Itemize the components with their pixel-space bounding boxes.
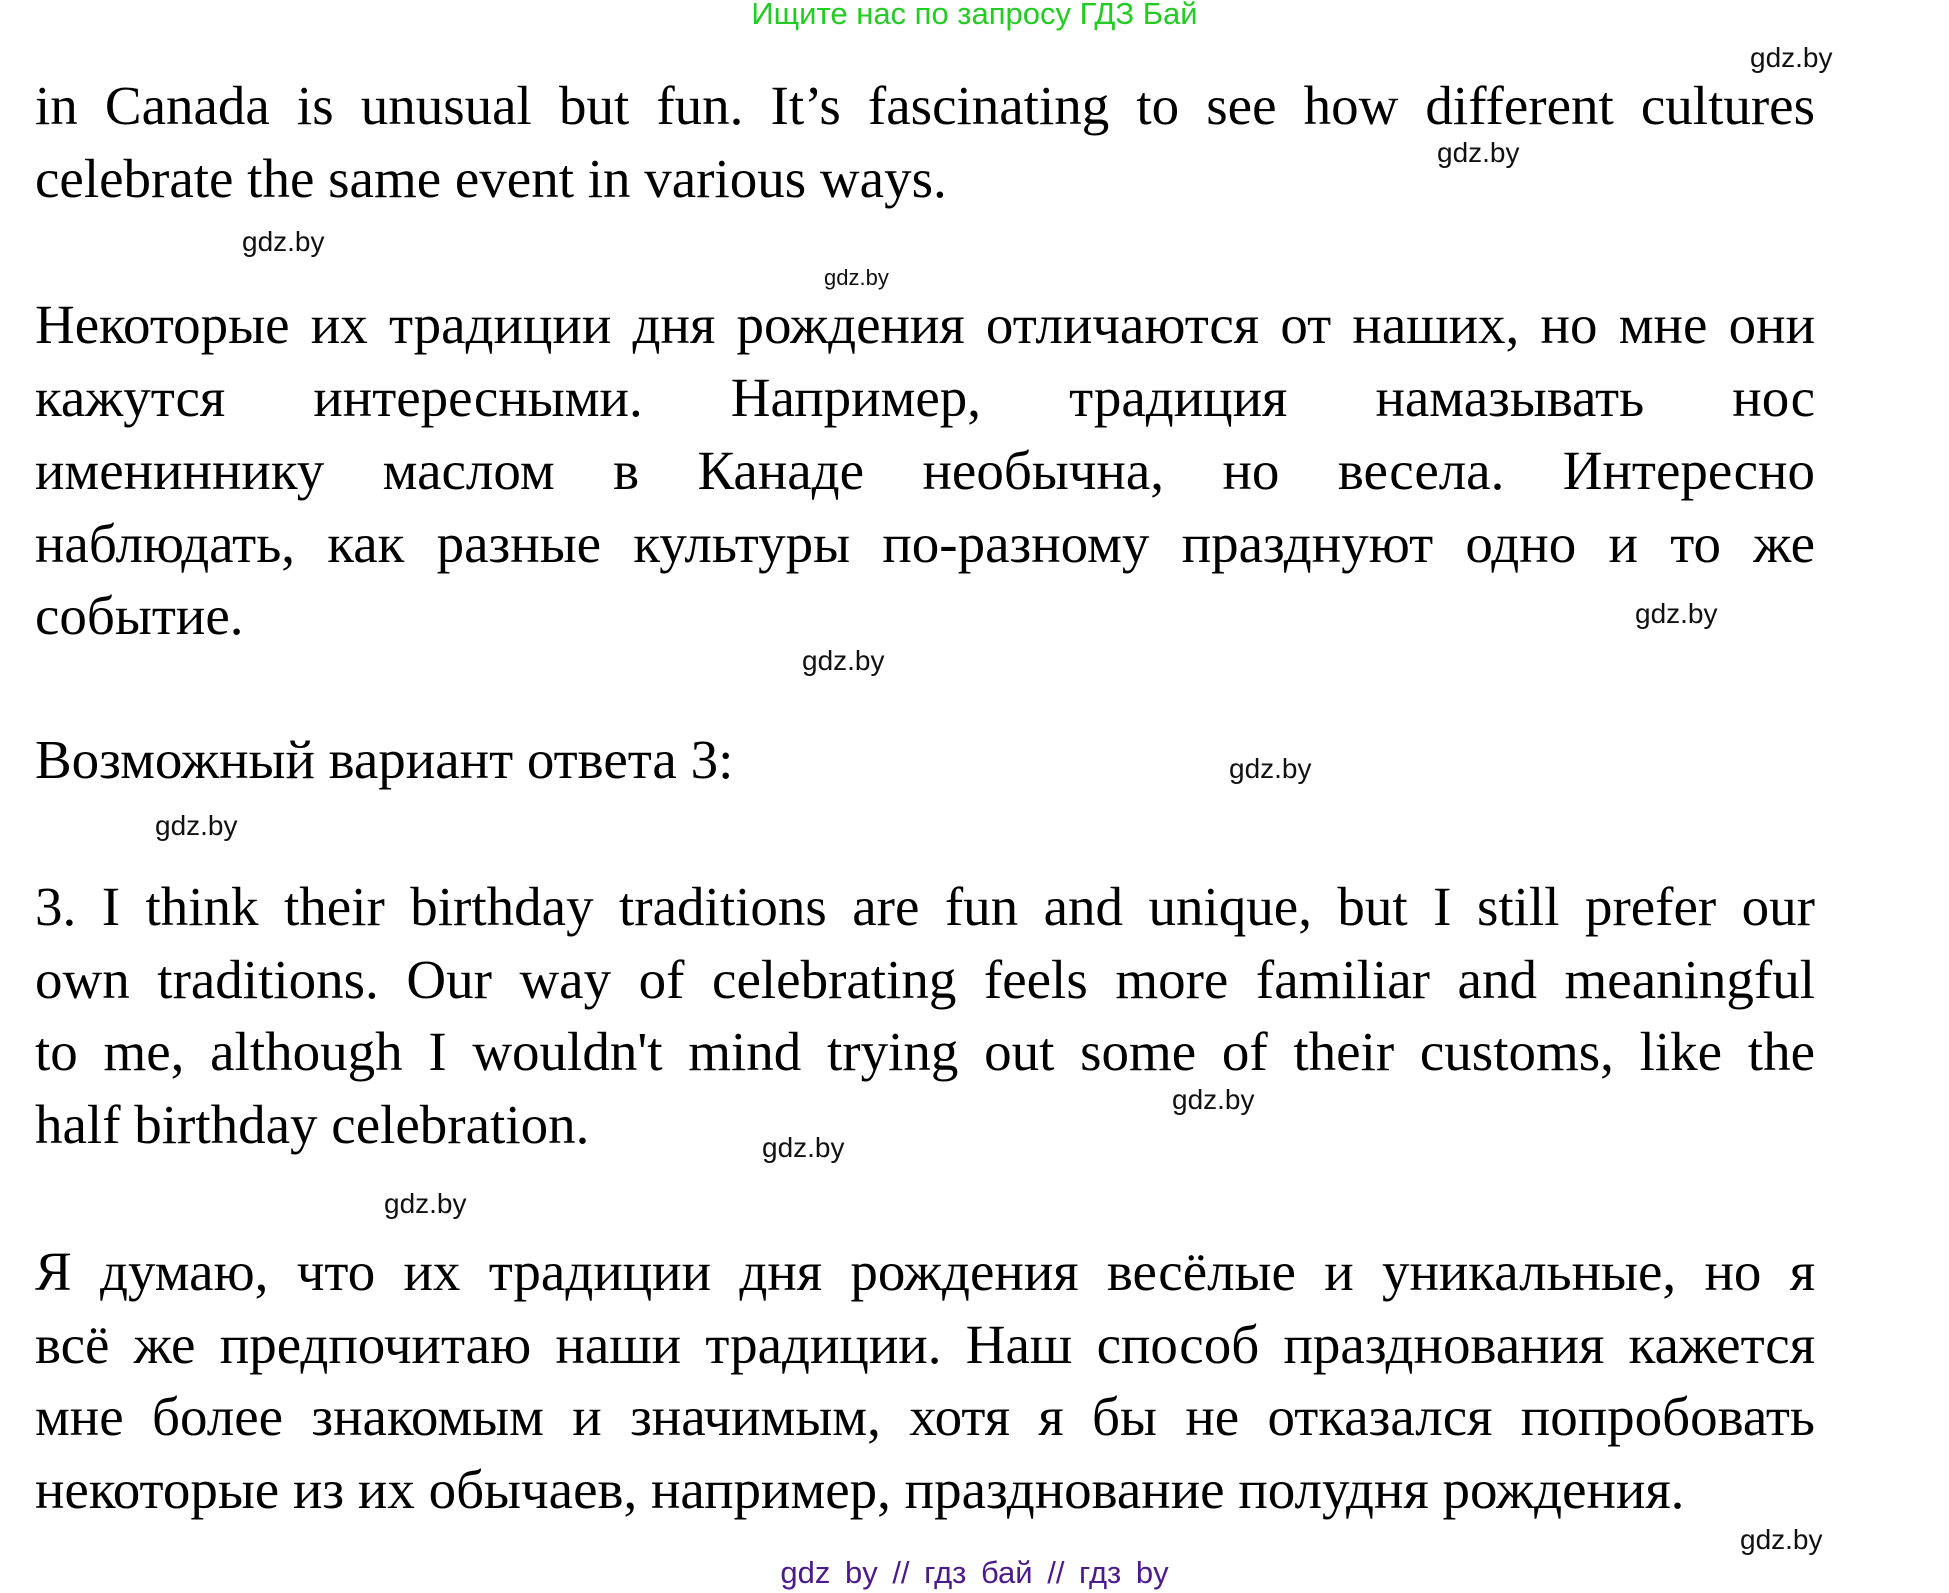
watermark: gdz.by [802,645,885,676]
text-line: 3. I think their birthday traditions are fun and unique, but I still prefer our [35,876,1815,937]
text-line: мне более знакомым и значимым, хотя я бы не отказался попробовать [35,1386,1815,1447]
text-line: to me, although I wouldn't mind trying out some of their customs, like the [35,1021,1815,1082]
text-line: half birthday celebration. [35,1094,590,1155]
watermark: gdz.by [1750,42,1833,73]
text-line: in Canada is unusual but fun. It’s fascinating to see how different cultures [35,75,1815,136]
watermark: gdz.by [1740,1524,1823,1555]
watermark: gdz.by [1172,1084,1255,1115]
text-line: Я думаю, что их традиции дня рождения весёлые и уникальные, но я [35,1241,1815,1302]
answer-heading: Возможный вариант ответа 3: [35,729,734,790]
text-line: имениннику маслом в Канаде необычна, но весела. Интересно [35,440,1815,501]
watermark: gdz.by [1229,753,1312,784]
text-line: celebrate the same event in various ways. [35,148,947,209]
text-line: кажутся интересными. Например, традиция намазывать нос [35,367,1815,428]
footer-links: gdz by // гдз бай // гдз by [780,1555,1169,1590]
text-line: всё же предпочитаю наши традиции. Наш способ празднования кажется [35,1314,1815,1375]
text-line: событие. [35,585,244,646]
text-line: own traditions. Our way of celebrating feels more familiar and meaningful [35,949,1815,1010]
text-line: наблюдать, как разные культуры по-разному празднуют одно и то же [35,513,1815,574]
text-line: Некоторые их традиции дня рождения отличаются от наших, но мне они [35,294,1815,355]
watermark: gdz.by [242,226,325,257]
watermark: gdz.by [762,1132,845,1163]
watermark: gdz.by [155,810,238,841]
watermark: gdz.by [1635,598,1718,629]
text-line: некоторые из их обычаев, например, празднование полудня рождения. [35,1459,1685,1520]
search-banner: Ищите нас по запросу ГДЗ Бай [751,0,1198,31]
watermark: gdz.by [384,1188,467,1219]
watermark: gdz.by [824,265,889,290]
watermark: gdz.by [1437,137,1520,168]
